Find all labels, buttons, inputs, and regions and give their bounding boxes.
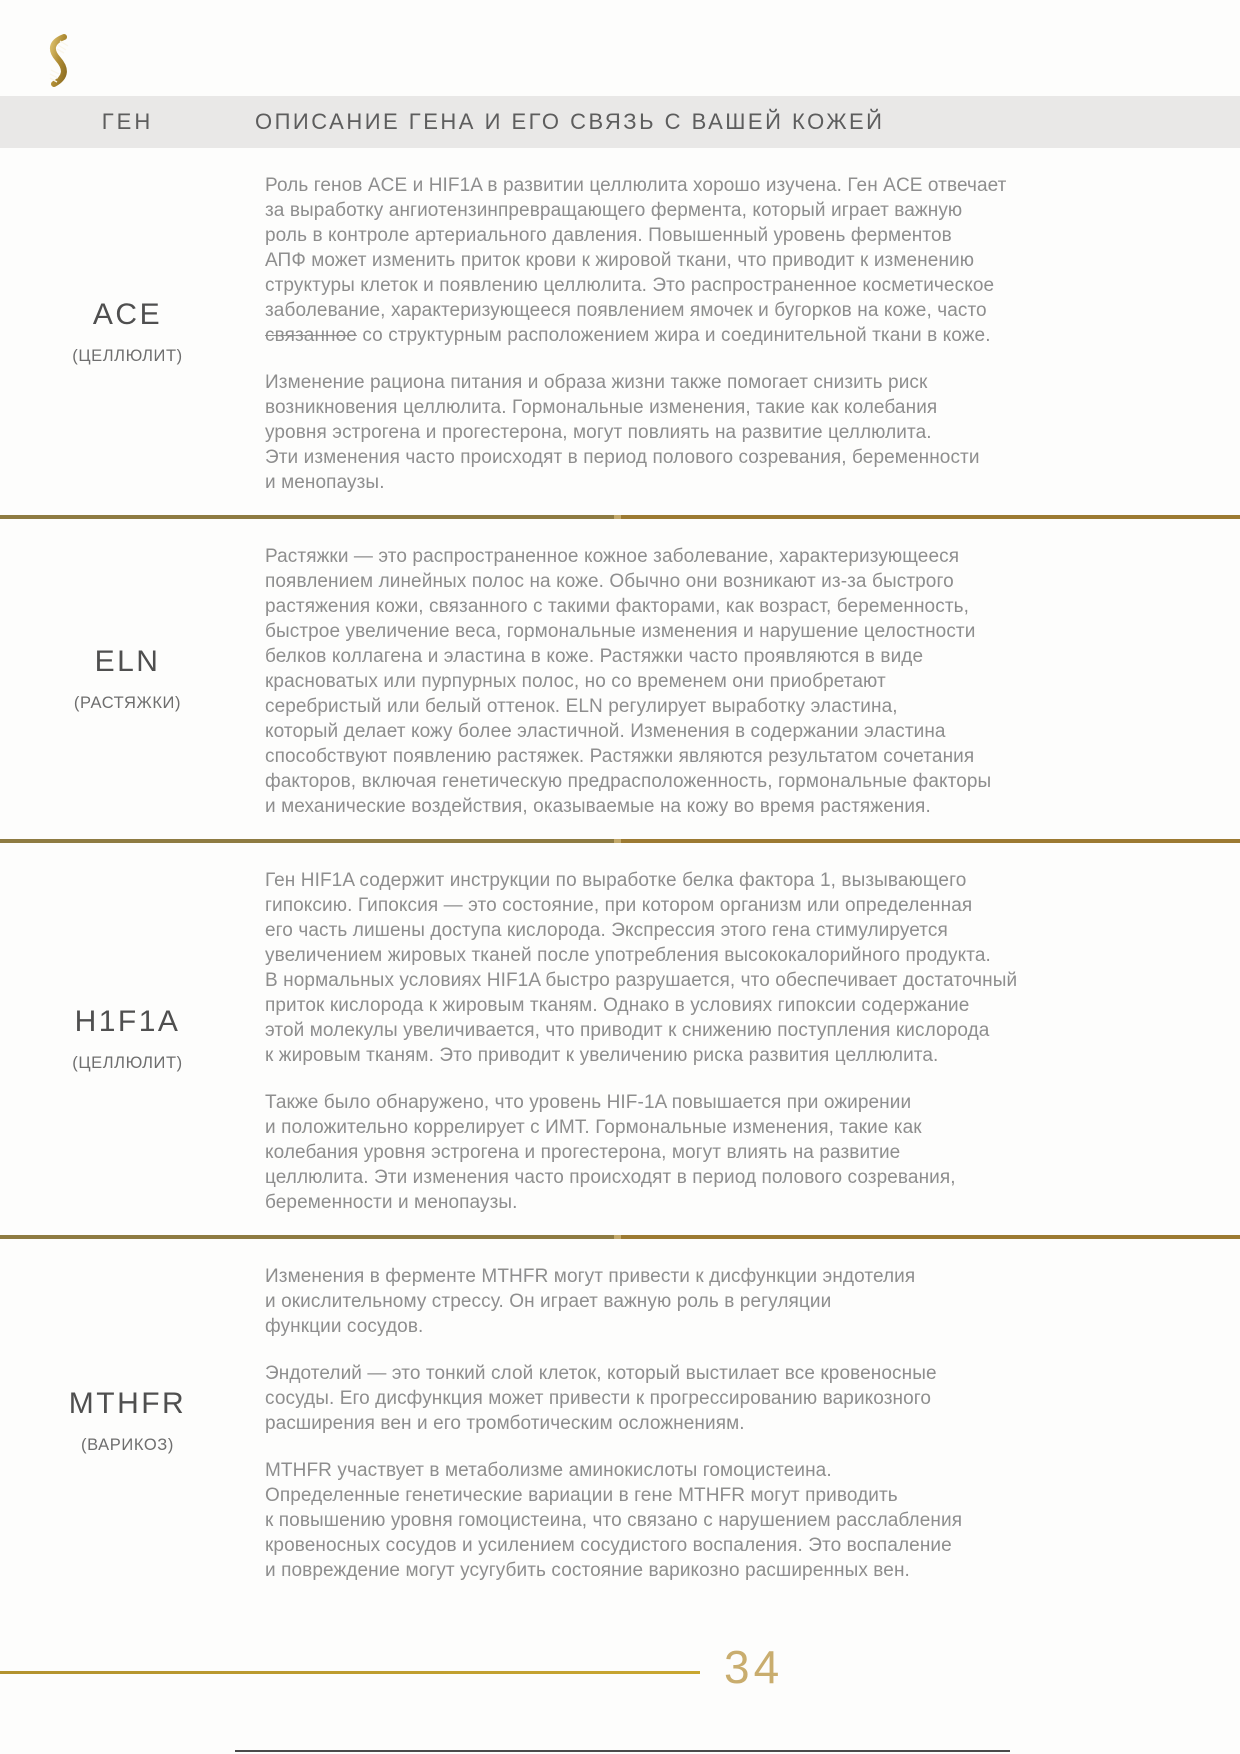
- gene-name: ACE: [92, 297, 163, 331]
- description-paragraph: [265, 868, 1210, 1068]
- description-paragraph: [265, 1090, 1210, 1215]
- gene-row-ace: [0, 148, 1240, 515]
- text-segment: за выработку ангиотензинпревращающего фермента, который играет важную: [265, 200, 963, 221]
- gene-name: ELN: [94, 645, 161, 678]
- gene-row-mthfr: [0, 1239, 1240, 1603]
- footer-gold-line: [0, 1671, 700, 1674]
- text-segment: и положительно коррелирует с ИМТ. Гормональные изменения, такие как: [265, 1117, 922, 1138]
- header-gene: ГЕН: [101, 109, 154, 134]
- struck-text: связанное: [265, 325, 357, 346]
- text-segment: и менопаузы.: [265, 472, 385, 493]
- text-segment: Изменения в ферменте MTHFR могут привести к дисфункции эндотелия: [265, 1266, 916, 1287]
- description-paragraph: [265, 1458, 1210, 1583]
- gene-condition: (ЦЕЛЛЮЛИТ): [72, 346, 183, 365]
- text-segment: Ген HIF1A содержит инструкции по выработке белка фактора 1, вызывающего: [265, 870, 967, 891]
- gene-cell: [0, 1239, 255, 1603]
- gene-table: [0, 96, 1240, 1603]
- text-segment: гипоксию. Гипоксия — это состояние, при котором организм или определенная: [265, 895, 973, 916]
- text-segment: колебания уровня эстрогена и прогестерона, могут влиять на развитие: [265, 1142, 901, 1163]
- text-segment: возникновения целлюлита. Гормональные изменения, такие как колебания: [265, 397, 938, 418]
- bottom-border-line: [235, 1750, 1010, 1752]
- text-segment: который делает кожу более эластичной. Изменения в содержании эластина: [265, 721, 946, 742]
- table-body: [0, 148, 1240, 1603]
- gene-description: [255, 148, 1240, 515]
- text-segment: В нормальных условиях HIF1A быстро разрушается, что обеспечивает достаточный: [265, 970, 1018, 991]
- text-segment: к жировым тканям. Это приводит к увеличению риска развития целлюлита.: [265, 1045, 939, 1066]
- text-segment: АПФ может изменить приток крови к жировой ткани, что приводит к изменению: [265, 250, 975, 271]
- dna-helix-icon: [44, 34, 74, 88]
- description-paragraph: [265, 544, 1210, 819]
- gene-cell: [0, 519, 255, 839]
- description-paragraph: [265, 1264, 1210, 1339]
- text-segment: к повышению уровня гомоцистеина, что связано с нарушением расслабления: [265, 1510, 963, 1531]
- text-segment: Растяжки — это распространенное кожное заболевание, характеризующееся: [265, 546, 960, 567]
- text-segment: кровеносных сосудов и усилением сосудистого воспаления. Это воспаление: [265, 1535, 952, 1556]
- description-paragraph: [265, 370, 1210, 495]
- text-segment: роль в контроле артериального давления. Повышенный уровень ферментов: [265, 225, 952, 246]
- gene-cell: [0, 148, 255, 515]
- gene-description: [255, 843, 1240, 1235]
- text-segment: Эти изменения часто происходят в период полового созревания, беременности: [265, 447, 980, 468]
- text-segment: MTHFR участвует в метаболизме аминокислоты гомоцистеина.: [265, 1460, 832, 1481]
- text-segment: уровня эстрогена и прогестерона, могут повлиять на развитие целлюлита.: [265, 422, 932, 443]
- text-segment: растяжения кожи, связанного с такими факторами, как возраст, беременность,: [265, 596, 970, 617]
- gene-cell: [0, 843, 255, 1235]
- gene-condition: (ВАРИКОЗ): [81, 1436, 174, 1454]
- gene-row-eln: [0, 519, 1240, 839]
- description-paragraph: [265, 1361, 1210, 1436]
- description-paragraph: [265, 173, 1210, 348]
- text-segment: Роль генов ACE и HIF1A в развитии целлюлита хорошо изучена. Ген ACE отвечает: [265, 175, 1007, 196]
- gene-condition: (ЦЕЛЛЮЛИТ): [72, 1054, 183, 1072]
- text-segment: со структурным расположением жира и соединительной ткани в коже.: [356, 325, 991, 346]
- text-segment: заболевание, характеризующееся появлением ямочек и бугорков на коже, часто: [265, 300, 987, 321]
- text-segment: беременности и менопаузы.: [265, 1192, 518, 1213]
- text-segment: быстрое увеличение веса, гормональные изменения и нарушение целостности: [265, 621, 976, 642]
- gene-name: H1F1A: [74, 1005, 181, 1038]
- text-segment: функции сосудов.: [265, 1316, 424, 1337]
- page-number: 34: [724, 1641, 784, 1693]
- gene-name: MTHFR: [68, 1387, 187, 1420]
- text-segment: его часть лишены доступа кислорода. Экспрессия этого гена стимулируется: [265, 920, 948, 941]
- text-segment: факторов, включая генетическую предрасположенность, гормональные факторы: [265, 771, 992, 792]
- text-segment: способствуют появлению растяжек. Растяжки являются результатом сочетания: [265, 746, 975, 767]
- gene-condition: (РАСТЯЖКИ): [73, 694, 182, 712]
- text-segment: этой молекулы увеличивается, что приводит к снижению поступления кислорода: [265, 1020, 990, 1041]
- gene-row-h1f1a: [0, 843, 1240, 1235]
- table-header-row: [0, 96, 1240, 148]
- text-segment: Эндотелий — это тонкий слой клеток, который выстилает все кровеносные: [265, 1363, 937, 1384]
- text-segment: белков коллагена и эластина в коже. Растяжки часто проявляются в виде: [265, 646, 924, 667]
- header-description: ОПИСАНИЕ ГЕНА И ЕГО СВЯЗЬ С ВАШЕЙ КОЖЕЙ: [255, 109, 885, 134]
- text-segment: приток кислорода к жировым тканям. Однако в условиях гипоксии содержание: [265, 995, 970, 1016]
- text-segment: серебристый или белый оттенок. ELN регулирует выработку эластина,: [265, 696, 898, 717]
- text-segment: увеличением жировых тканей после употребления высококалорийного продукта.: [265, 945, 991, 966]
- text-segment: красноватых или пурпурных полос, но со временем они приобретают: [265, 671, 886, 692]
- text-segment: и механические воздействия, оказываемые на кожу во время растяжения.: [265, 796, 931, 817]
- text-segment: и повреждение могут усугубить состояние варикозно расширенных вен.: [265, 1560, 910, 1581]
- text-segment: появлением линейных полос на коже. Обычно они возникают из-за быстрого: [265, 571, 954, 592]
- text-segment: и окислительному стрессу. Он играет важную роль в регуляции: [265, 1291, 832, 1312]
- text-segment: сосуды. Его дисфункция может привести к прогрессированию варикозного: [265, 1388, 932, 1409]
- text-segment: целлюлита. Эти изменения часто происходят в период полового созревания,: [265, 1167, 956, 1188]
- text-segment: Также было обнаружено, что уровень HIF-1A повышается при ожирении: [265, 1092, 912, 1113]
- text-segment: структуры клеток и появлению целлюлита. Это распространенное косметическое: [265, 275, 995, 296]
- gene-description: [255, 1239, 1240, 1603]
- gene-description: [255, 519, 1240, 839]
- text-segment: Изменение рациона питания и образа жизни также помогает снизить риск: [265, 372, 928, 393]
- text-segment: Определенные генетические вариации в гене MTHFR могут приводить: [265, 1485, 898, 1506]
- text-segment: расширения вен и его тромботическим осложнениям.: [265, 1413, 745, 1434]
